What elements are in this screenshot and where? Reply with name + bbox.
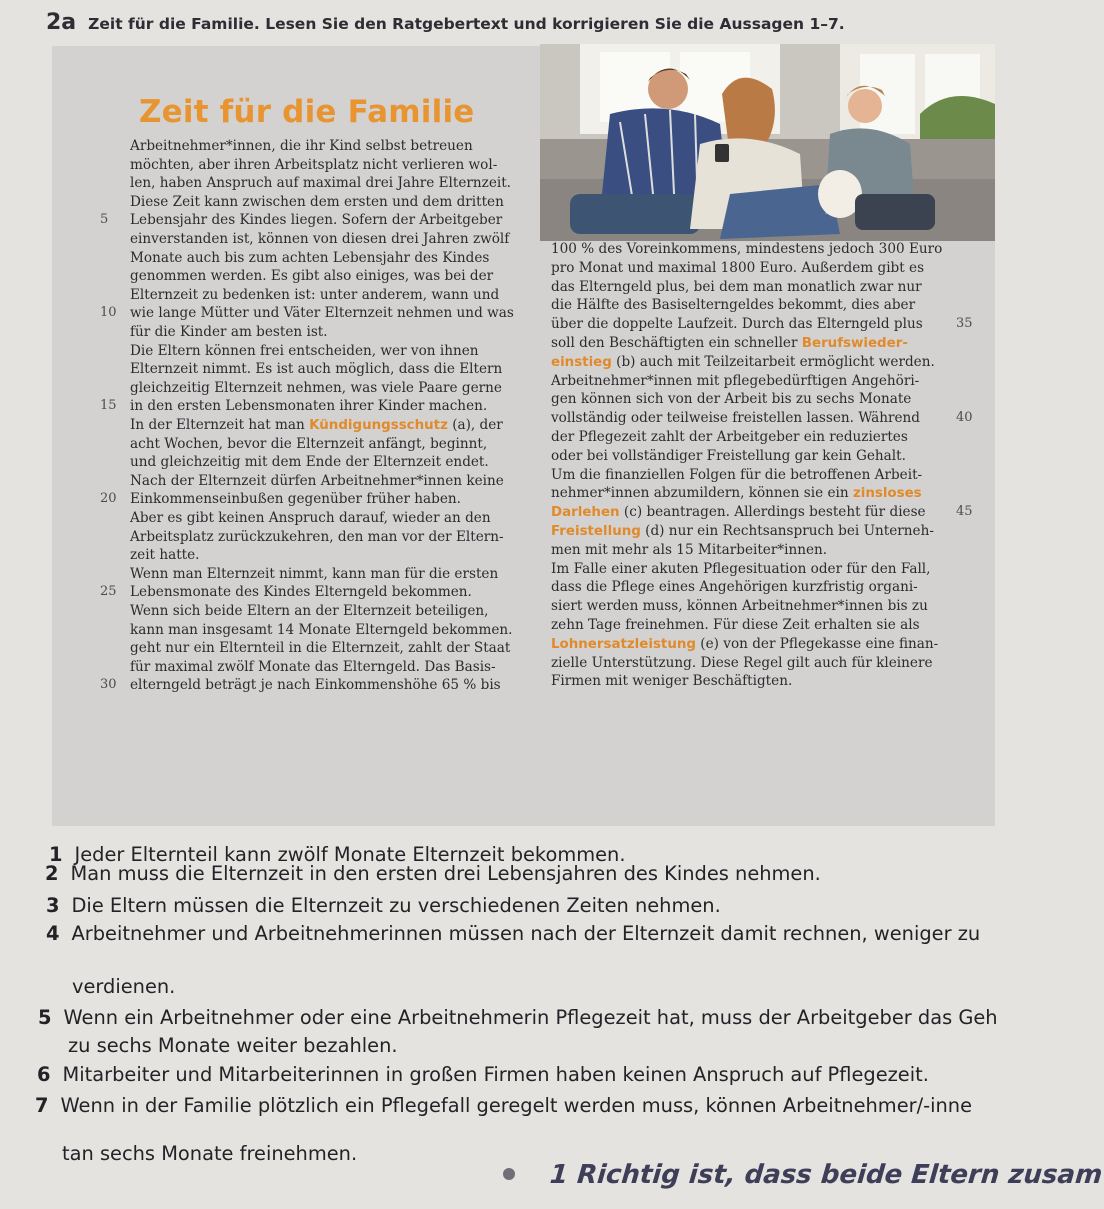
article-line: wie lange Mütter und Väter Elternzeit nehmen und was (130, 305, 514, 322)
article-line: vollständig oder teilweise freistellen lassen. Während (551, 410, 920, 427)
statement-text: Die Eltern müssen die Elternzeit zu verschiedenen Zeiten nehmen. (71, 894, 721, 917)
statement-number: 4 (46, 922, 60, 945)
keyword-term: Darlehen (551, 505, 620, 521)
article-line: len, haben Anspruch auf maximal drei Jahre Elternzeit. (130, 175, 512, 192)
statement-text: Wenn ein Arbeitnehmer oder eine Arbeitnehmerin Pflegezeit hat, muss der Arbeitgeber das Geh (63, 1006, 998, 1029)
article-line (551, 353, 935, 372)
statement-number: 5 (38, 1006, 52, 1029)
article-line: über die doppelte Laufzeit. Durch das Elterngeld plus (551, 316, 923, 333)
article-line: men mit mehr als 15 Mitarbeiter*innen. (551, 541, 828, 558)
article-line: Monate auch bis zum achten Lebensjahr des Kindes (130, 249, 490, 266)
article-line: Firmen mit weniger Beschäftigten. (551, 673, 793, 690)
article-line: dass die Pflege eines Angehörigen kurzfristig organi- (551, 579, 918, 596)
handwritten-answer: 1 Richtig ist, dass beide Eltern zusam (548, 1160, 1104, 1190)
family-photo-illustration (540, 44, 995, 241)
statement-number: 2 (45, 862, 59, 885)
article-line: Lebensjahr des Kindes liegen. Sofern der Arbeitgeber (130, 212, 503, 229)
keyword-term: Kündigungsschutz (309, 418, 448, 433)
article-line (130, 416, 503, 435)
article-line: geht nur ein Elternteil in die Elternzeit, zahlt der Staat (130, 640, 511, 657)
article-line (551, 484, 922, 503)
statement-item (37, 1063, 929, 1086)
statement-number: 7 (35, 1094, 49, 1117)
article-line: elterngeld beträgt je nach Einkommenshöhe 65 % bis (130, 677, 501, 694)
article-line: Wenn man Elternzeit nimmt, kann man für die ersten (130, 565, 499, 582)
article-line: zehn Tage freinehmen. Für diese Zeit erhalten sie als (551, 617, 920, 633)
line-number: 35 (956, 316, 973, 332)
article-line (551, 635, 938, 654)
article-line: in den ersten Lebensmonaten ihrer Kinder machen. (130, 398, 488, 415)
article-line: siert werden muss, können Arbeitnehmer*innen bis zu (551, 598, 928, 615)
family-photo (540, 44, 995, 241)
statement-number: 1 (49, 843, 63, 866)
article-line: die Hälfte des Basiselterngeldes bekommt, dies aber (551, 297, 916, 314)
statement-item (62, 1142, 357, 1165)
article-line: zeit hatte. (130, 547, 200, 564)
keyword-term: zinsloses (852, 486, 922, 502)
article-title: Zeit für die Familie (139, 94, 475, 130)
article-line: genommen werden. Es gibt also einiges, was bei der (130, 268, 494, 285)
article-line-text: (c) beantragen. Allerdings besteht für diese (619, 504, 926, 521)
article-line (551, 334, 908, 353)
answer-bullet (503, 1168, 515, 1180)
statement-item (45, 862, 821, 885)
line-number: 45 (956, 504, 973, 520)
article-line: Arbeitsplatz zurückzukehren, den man vor der Eltern- (130, 528, 504, 545)
article-line: Um die finanziellen Folgen für die betroffenen Arbeit- (551, 466, 923, 483)
article-line: Elternzeit zu bedenken ist: unter anderem, wann und (130, 286, 500, 303)
article-line: möchten, aber ihren Arbeitsplatz nicht verlieren wol- (130, 156, 498, 173)
article-line: gen können sich von der Arbeit bis zu sechs Monate (551, 391, 912, 408)
article-line-text: (d) nur ein Rechtsanspruch bei Unterneh- (640, 523, 934, 539)
statement-item (35, 1094, 972, 1117)
statement-text: Mitarbeiter und Mitarbeiterinnen in großen Firmen haben keinen Anspruch auf Pflegezeit. (62, 1063, 929, 1086)
statement-item (68, 1034, 398, 1057)
article-line: das Elterngeld plus, bei dem man monatlich zwar nur (551, 278, 922, 295)
line-number: 20 (100, 491, 117, 507)
article-line: 100 % des Voreinkommens, mindestens jedoch 300 Euro (551, 241, 943, 257)
statement-text: verdienen. (72, 975, 176, 998)
article-line: zielle Unterstützung. Diese Regel gilt auch für kleinere (551, 654, 933, 671)
article-line: und gleichzeitig mit dem Ende der Elternzeit endet. (130, 454, 489, 471)
article-line: Wenn sich beide Eltern an der Elternzeit beteiligen, (130, 603, 489, 619)
article-line: Die Eltern können frei entscheiden, wer von ihnen (130, 342, 479, 359)
article-line-text: soll den Beschäftigten ein schneller (551, 335, 802, 351)
statement-item (38, 1006, 998, 1029)
article-line-text: (b) auch mit Teilzeitarbeit ermöglicht werden. (611, 353, 935, 370)
article-line: oder bei vollständiger Freistellung gar kein Gehalt. (551, 447, 906, 464)
statement-text: Man muss die Elternzeit in den ersten drei Lebensjahren des Kindes nehmen. (70, 862, 821, 885)
line-number: 10 (100, 305, 117, 321)
article-line: Lebensmonate des Kindes Elterngeld bekommen. (130, 584, 472, 601)
article-line: einverstanden ist, können von diesen drei Jahren zwölf (130, 231, 510, 247)
article-line: Aber es gibt keinen Anspruch darauf, wieder an den (130, 510, 491, 526)
article-line: acht Wochen, bevor die Elternzeit anfängt, beginnt, (130, 435, 488, 452)
statement-item (72, 975, 175, 998)
article-line: gleichzeitig Elternzeit nehmen, was viele Paare gerne (130, 379, 502, 396)
article-line: Einkommenseinbußen gegenüber früher haben. (130, 491, 461, 508)
task-instruction (46, 10, 845, 35)
task-text: Zeit für die Familie. Lesen Sie den Ratgebertext und korrigieren Sie die Aussagen 1–7. (88, 15, 845, 33)
statement-item (46, 922, 980, 945)
article-line: für die Kinder am besten ist. (130, 324, 328, 340)
statement-number: 3 (46, 894, 60, 917)
article-line-text: In der Elternzeit hat man (130, 417, 310, 433)
article-line: Im Falle einer akuten Pflegesituation oder für den Fall, (551, 560, 931, 577)
article-line: Nach der Elternzeit dürfen Arbeitnehmer*innen keine (130, 472, 504, 489)
statement-text: Jeder Elternteil kann zwölf Monate Elternzeit bekommen. (74, 843, 626, 866)
article-line-text: (a), der (447, 417, 503, 433)
task-number: 2a (46, 10, 77, 35)
keyword-term: Berufswieder- (801, 336, 908, 351)
article-line: für maximal zwölf Monate das Elterngeld. Das Basis- (130, 658, 496, 675)
article-line: Arbeitnehmer*innen mit pflegebedürftigen Angehöri- (551, 372, 920, 389)
statement-text: Wenn in der Familie plötzlich ein Pflegefall geregelt werden muss, können Arbeitnehmer/-inne (60, 1094, 973, 1117)
statement-number: 6 (37, 1063, 51, 1086)
statement-text: tan sechs Monate freinehmen. (62, 1142, 358, 1165)
article-line: pro Monat und maximal 1800 Euro. Außerdem gibt es (551, 259, 925, 276)
keyword-term: einstieg (551, 354, 612, 370)
keyword-term: Freistellung (551, 524, 641, 539)
statement-item (46, 894, 721, 917)
statement-text: zu sechs Monate weiter bezahlen. (68, 1034, 398, 1057)
article-line: kann man insgesamt 14 Monate Elterngeld bekommen. (130, 621, 513, 638)
article-line-text: (e) von der Pflegekasse eine finan- (695, 635, 939, 652)
line-number: 30 (100, 677, 117, 693)
article-line-text: nehmer*innen abzumildern, können sie ein (551, 485, 853, 502)
line-number: 25 (100, 584, 117, 600)
article-line: der Pflegezeit zahlt der Arbeitgeber ein reduziertes (551, 429, 908, 445)
article-line: Arbeitnehmer*innen, die ihr Kind selbst betreuen (130, 138, 473, 154)
line-number: 5 (100, 212, 109, 228)
line-number: 40 (956, 410, 973, 426)
article-line (551, 522, 934, 541)
line-number: 15 (100, 398, 117, 414)
article-line: Diese Zeit kann zwischen dem ersten und dem dritten (130, 193, 504, 210)
article-line: Elternzeit nimmt. Es ist auch möglich, dass die Eltern (130, 361, 503, 378)
statement-text: Arbeitnehmer und Arbeitnehmerinnen müssen nach der Elternzeit damit rechnen, weniger zu (71, 922, 981, 945)
keyword-term: Lohnersatzleistung (551, 636, 696, 652)
article-line (551, 503, 926, 522)
